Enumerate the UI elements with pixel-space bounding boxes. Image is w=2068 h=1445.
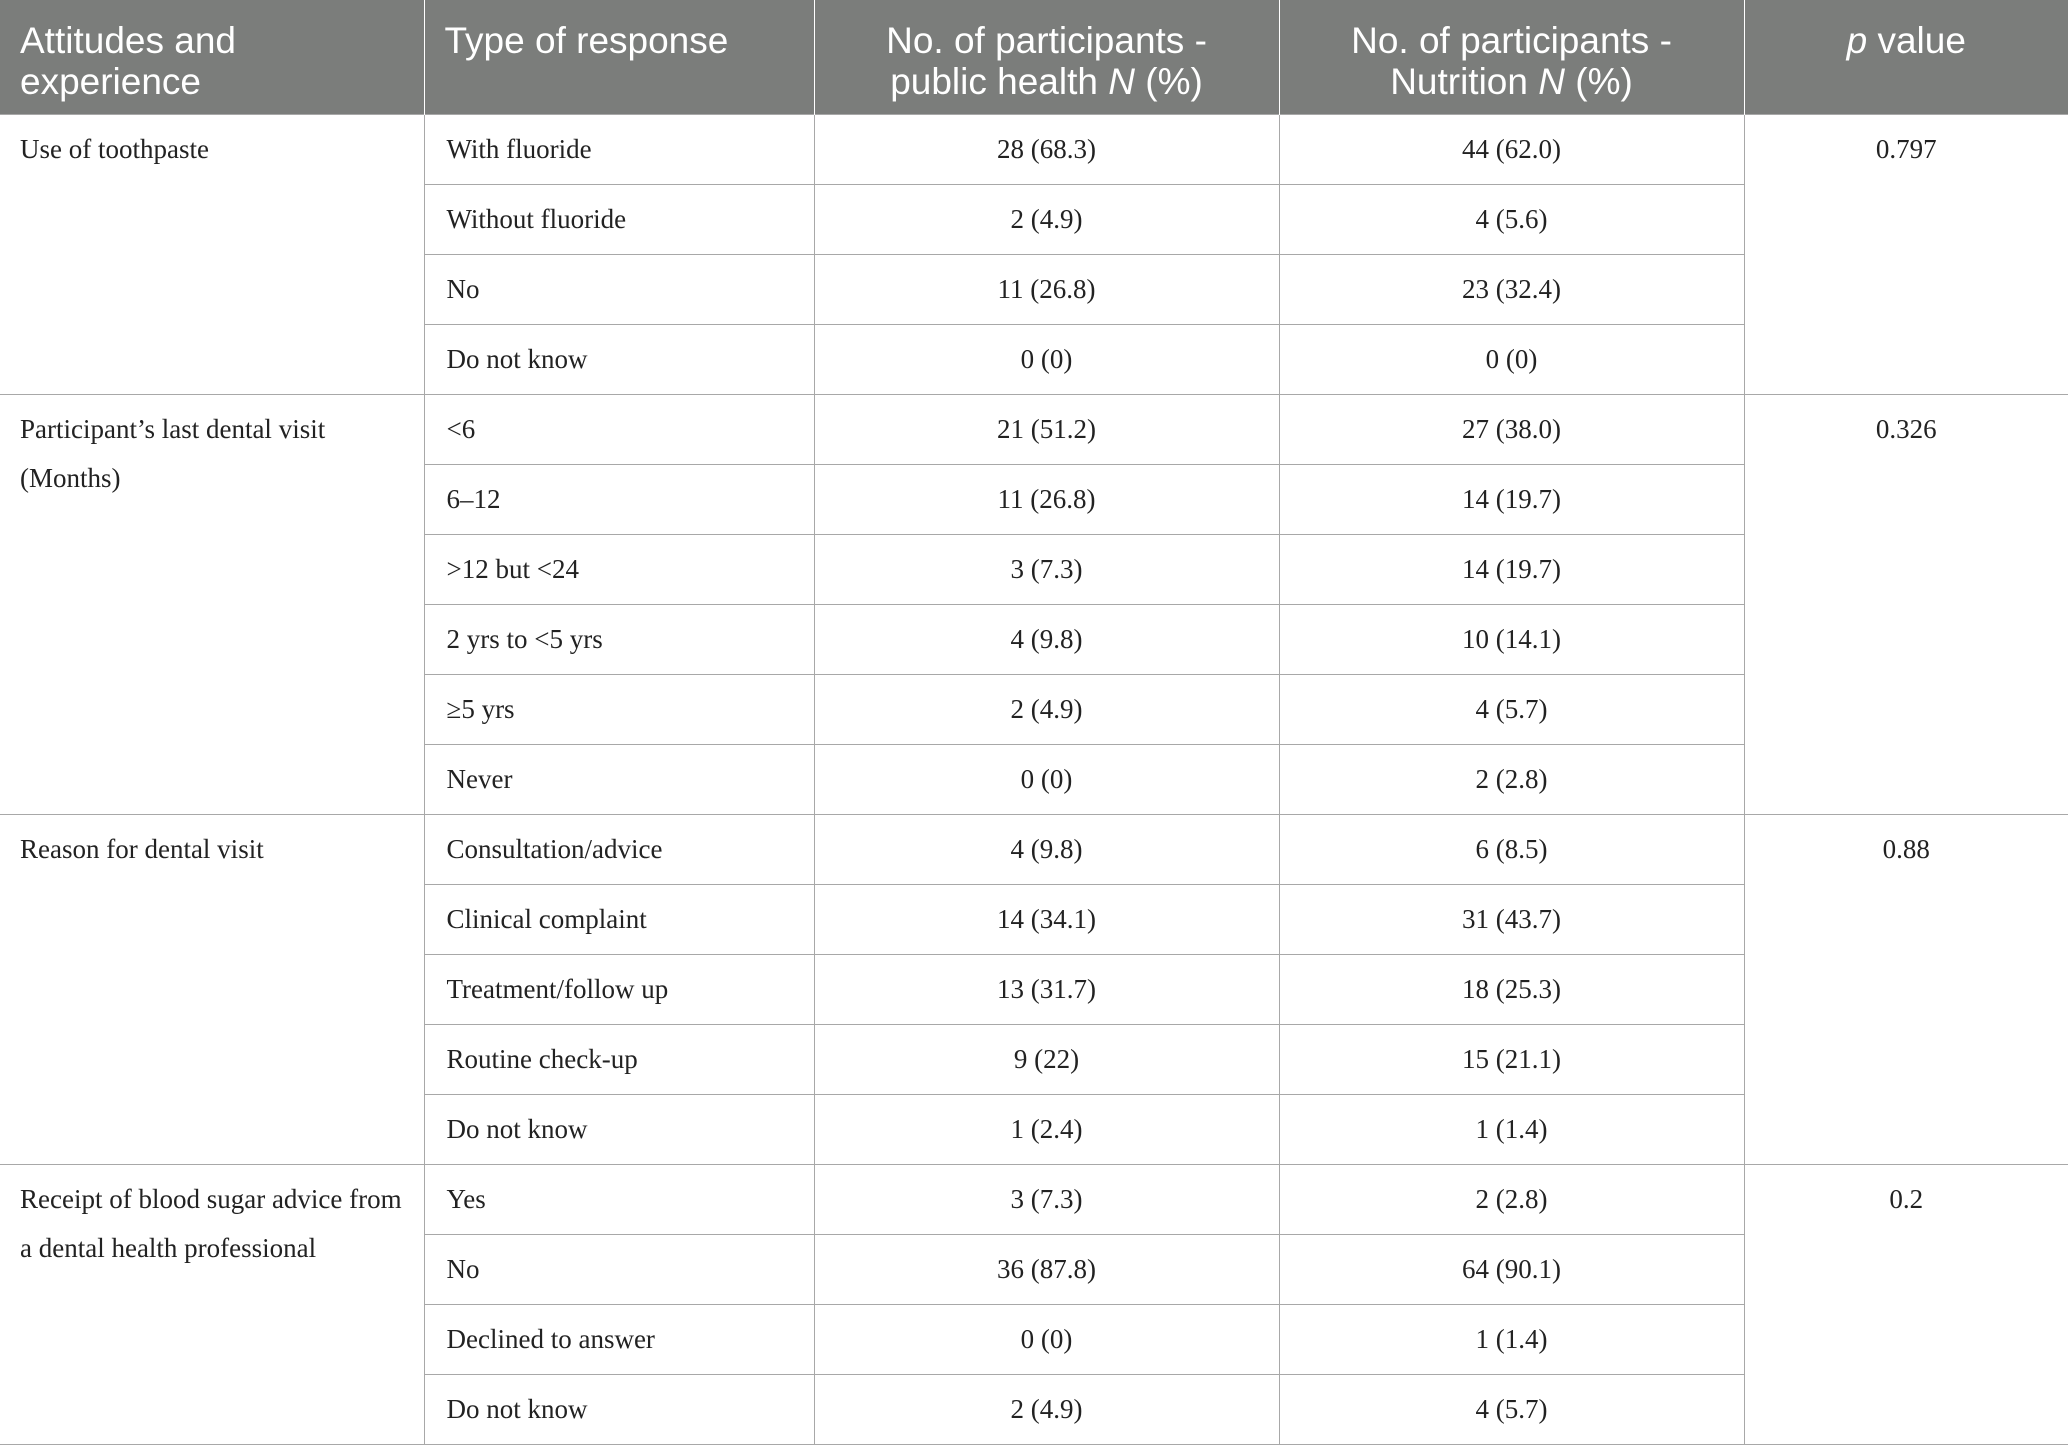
response-cell: <6 [424, 394, 814, 464]
nutrition-cell: 10 (14.1) [1279, 604, 1744, 674]
response-cell: 6–12 [424, 464, 814, 534]
attribute-cell: Receipt of blood sugar advice from a dental health professional [0, 1164, 424, 1444]
public-health-cell: 36 (87.8) [814, 1234, 1279, 1304]
p-value-cell: 0.88 [1744, 814, 2068, 1164]
header-attitudes: Attitudes and experience [0, 0, 424, 114]
response-cell: No [424, 1234, 814, 1304]
header-nutrition: No. of participants - Nutrition N (%) [1279, 0, 1744, 114]
nutrition-cell: 23 (32.4) [1279, 254, 1744, 324]
public-health-cell: 4 (9.8) [814, 604, 1279, 674]
nutrition-cell: 18 (25.3) [1279, 954, 1744, 1024]
public-health-cell: 28 (68.3) [814, 114, 1279, 184]
table-body [0, 114, 2068, 1444]
public-health-cell: 0 (0) [814, 324, 1279, 394]
header-p-value: p value [1744, 0, 2068, 114]
public-health-cell: 1 (2.4) [814, 1094, 1279, 1164]
nutrition-cell: 4 (5.6) [1279, 184, 1744, 254]
response-cell: Without fluoride [424, 184, 814, 254]
nutrition-cell: 6 (8.5) [1279, 814, 1744, 884]
nutrition-cell: 31 (43.7) [1279, 884, 1744, 954]
table-row [0, 814, 2068, 884]
p-value-cell: 0.797 [1744, 114, 2068, 394]
table-row [0, 114, 2068, 184]
header-response-type: Type of response [424, 0, 814, 114]
public-health-cell: 0 (0) [814, 744, 1279, 814]
response-cell: Declined to answer [424, 1304, 814, 1374]
response-cell: 2 yrs to <5 yrs [424, 604, 814, 674]
attribute-cell: Reason for dental visit [0, 814, 424, 1164]
response-cell: Treatment/follow up [424, 954, 814, 1024]
public-health-cell: 3 (7.3) [814, 534, 1279, 604]
public-health-cell: 14 (34.1) [814, 884, 1279, 954]
p-value-cell: 0.2 [1744, 1164, 2068, 1444]
nutrition-cell: 1 (1.4) [1279, 1094, 1744, 1164]
public-health-cell: 2 (4.9) [814, 1374, 1279, 1444]
p-value-cell: 0.326 [1744, 394, 2068, 814]
nutrition-cell: 27 (38.0) [1279, 394, 1744, 464]
nutrition-cell: 15 (21.1) [1279, 1024, 1744, 1094]
public-health-cell: 11 (26.8) [814, 464, 1279, 534]
nutrition-cell: 0 (0) [1279, 324, 1744, 394]
response-cell: No [424, 254, 814, 324]
header-public-health: No. of participants - public health N (%) [814, 0, 1279, 114]
attribute-cell: Use of toothpaste [0, 114, 424, 394]
response-cell: With fluoride [424, 114, 814, 184]
nutrition-cell: 44 (62.0) [1279, 114, 1744, 184]
table-row [0, 1164, 2068, 1234]
nutrition-cell: 64 (90.1) [1279, 1234, 1744, 1304]
public-health-cell: 2 (4.9) [814, 674, 1279, 744]
table-row [0, 394, 2068, 464]
public-health-cell: 2 (4.9) [814, 184, 1279, 254]
response-cell: Never [424, 744, 814, 814]
nutrition-cell: 1 (1.4) [1279, 1304, 1744, 1374]
response-cell: Clinical complaint [424, 884, 814, 954]
response-cell: Do not know [424, 1094, 814, 1164]
response-cell: >12 but <24 [424, 534, 814, 604]
public-health-cell: 11 (26.8) [814, 254, 1279, 324]
response-cell: Do not know [424, 1374, 814, 1444]
nutrition-cell: 4 (5.7) [1279, 1374, 1744, 1444]
nutrition-cell: 4 (5.7) [1279, 674, 1744, 744]
response-cell: ≥5 yrs [424, 674, 814, 744]
attribute-cell: Participant’s last dental visit (Months) [0, 394, 424, 814]
response-cell: Consultation/advice [424, 814, 814, 884]
response-cell: Do not know [424, 324, 814, 394]
public-health-cell: 13 (31.7) [814, 954, 1279, 1024]
nutrition-cell: 14 (19.7) [1279, 534, 1744, 604]
header-row [0, 0, 2068, 114]
nutrition-cell: 2 (2.8) [1279, 1164, 1744, 1234]
public-health-cell: 0 (0) [814, 1304, 1279, 1374]
nutrition-cell: 2 (2.8) [1279, 744, 1744, 814]
response-cell: Routine check-up [424, 1024, 814, 1094]
response-cell: Yes [424, 1164, 814, 1234]
public-health-cell: 4 (9.8) [814, 814, 1279, 884]
public-health-cell: 3 (7.3) [814, 1164, 1279, 1234]
public-health-cell: 21 (51.2) [814, 394, 1279, 464]
nutrition-cell: 14 (19.7) [1279, 464, 1744, 534]
public-health-cell: 9 (22) [814, 1024, 1279, 1094]
